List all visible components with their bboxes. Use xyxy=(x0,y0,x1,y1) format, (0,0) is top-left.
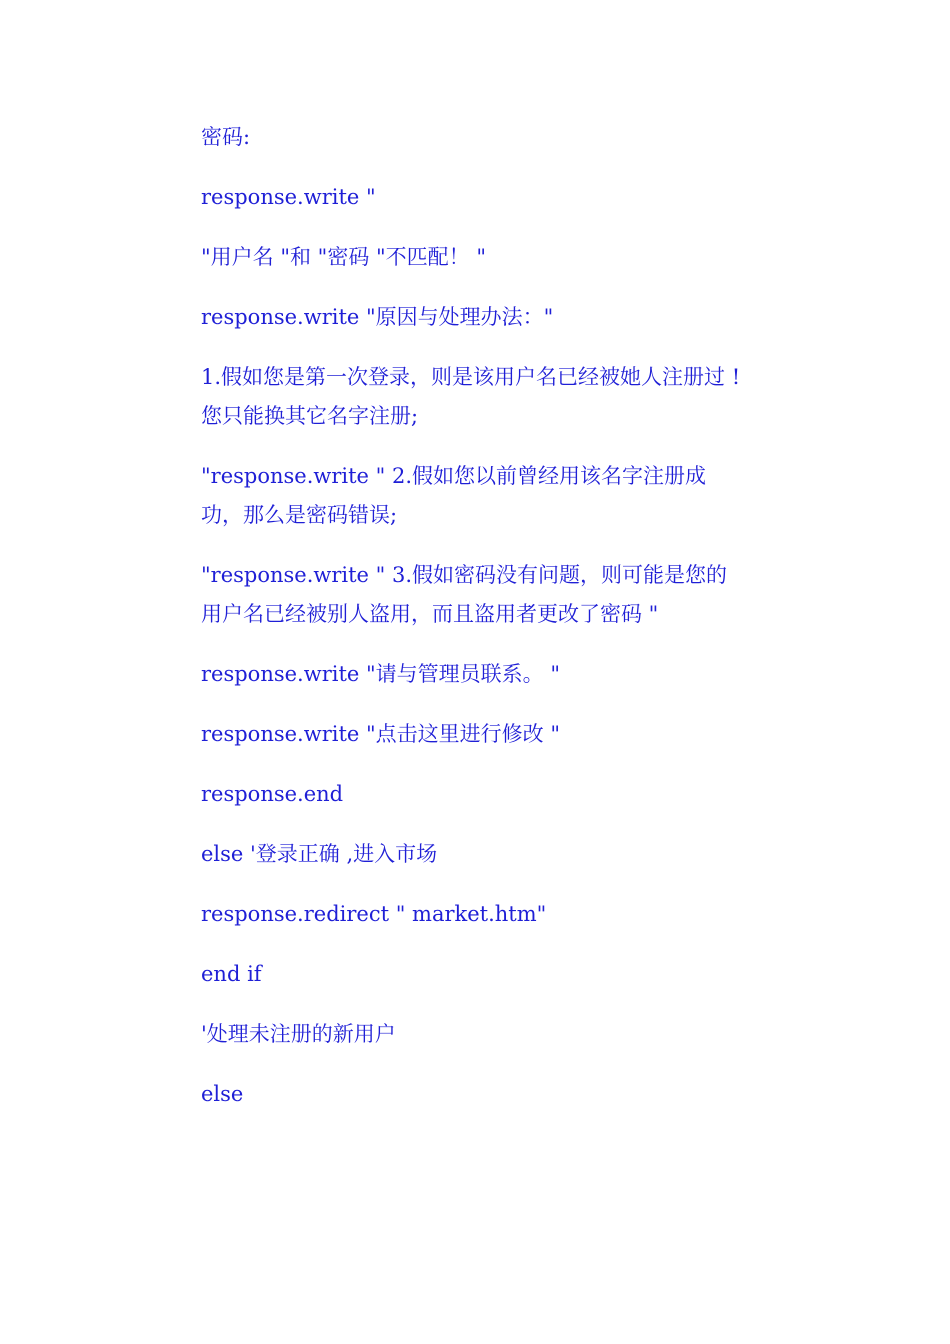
text-line: "response.write " 3.假如密码没有问题，则可能是您的用户名已经被别人盗用，而且盗用者更改了密码 " xyxy=(201,563,728,626)
text-line: response.end xyxy=(201,782,344,806)
text-line: "response.write " 2.假如您以前曾经用该名字注册成功，那么是密码错误; xyxy=(201,464,707,527)
text-line: else '登录正确 ,进入市场 xyxy=(201,842,438,866)
code-listing xyxy=(201,118,741,1135)
text-line: response.write " xyxy=(201,185,376,209)
text-line: response.write "点击这里进行修改 " xyxy=(201,722,560,746)
text-line: response.write "原因与处理办法：" xyxy=(201,305,554,329)
text-line: response.redirect " market.htm" xyxy=(201,902,547,926)
text-line: 密码: xyxy=(201,125,251,149)
text-line: "用户名 "和 "密码 "不匹配！ " xyxy=(201,245,486,269)
text-line: response.write "请与管理员联系。 " xyxy=(201,662,560,686)
text-line: else xyxy=(201,1082,244,1106)
text-line: end if xyxy=(201,962,262,986)
text-line: 1.假如您是第一次登录，则是该用户名已经被她人注册过 !您只能换其它名字注册; xyxy=(201,365,741,428)
text-line: '处理未注册的新用户 xyxy=(201,1022,396,1046)
